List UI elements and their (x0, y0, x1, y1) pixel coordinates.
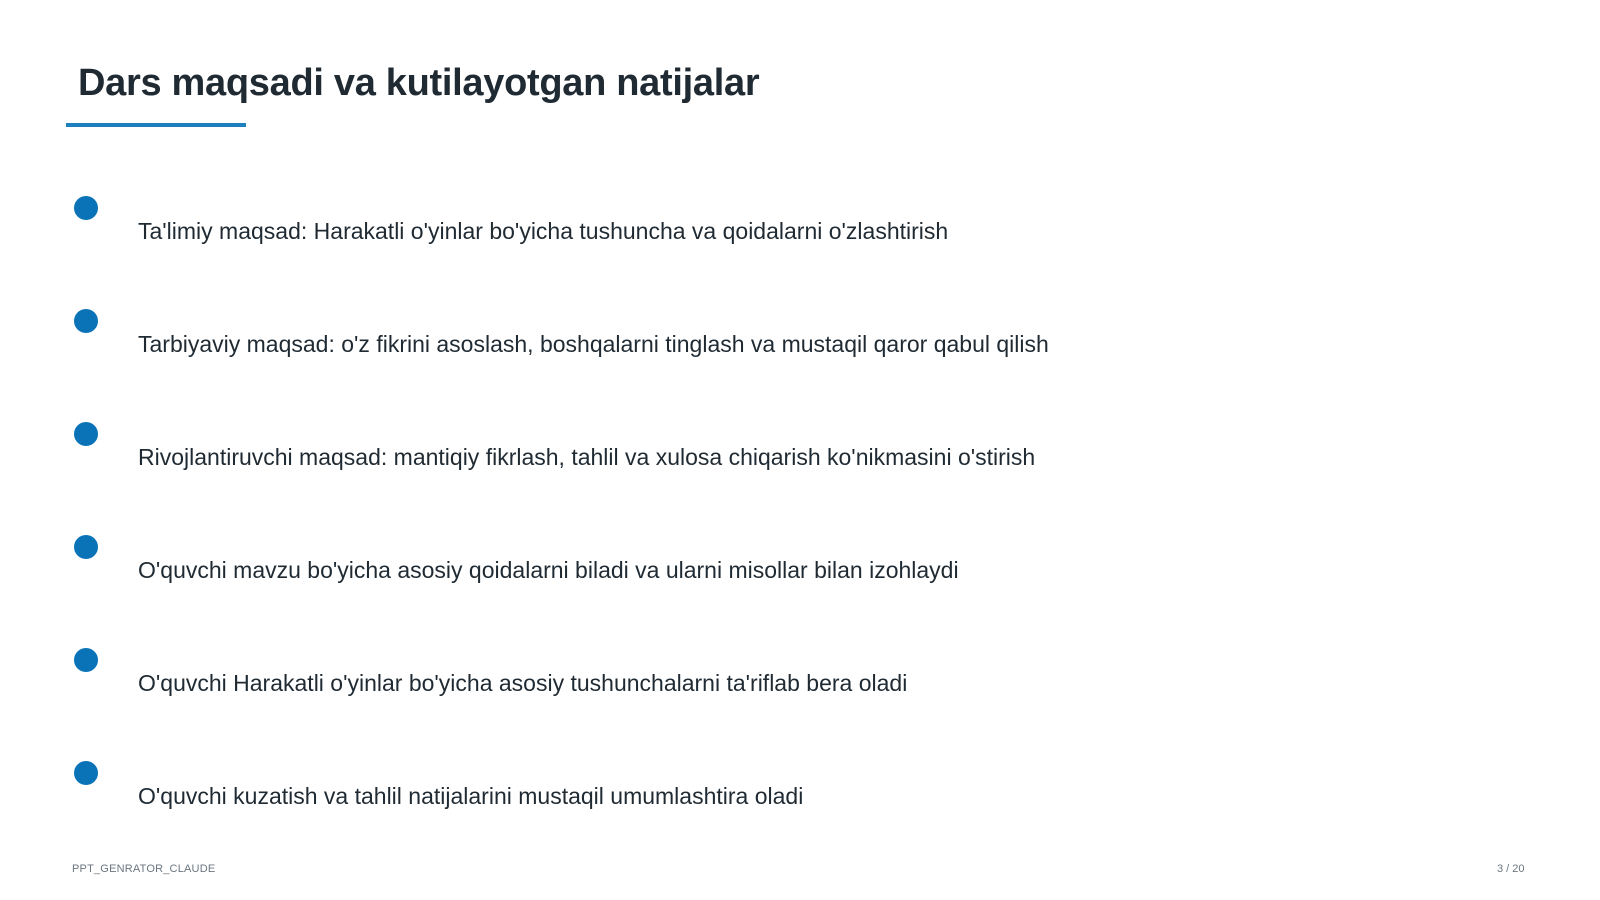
list-item (0, 309, 1600, 409)
bullet-dot-icon (74, 648, 98, 672)
list-item (0, 761, 1600, 861)
page-indicator: 3 / 20 (1497, 863, 1525, 875)
bullet-dot-icon (74, 535, 98, 559)
footer-generator-label: PPT_GENRATOR_CLAUDE (72, 863, 216, 875)
bullet-dot-icon (74, 196, 98, 220)
list-item (0, 422, 1600, 522)
bullet-dot-icon (74, 422, 98, 446)
bullet-text: O'quvchi Harakatli o'yinlar bo'yicha asosiy tushunchalarni ta'riflab bera oladi (138, 670, 908, 696)
list-item (0, 648, 1600, 748)
bullet-text: Tarbiyaviy maqsad: o'z fikrini asoslash, boshqalarni tinglash va mustaqil qaror qabul qilish (138, 331, 1049, 357)
slide-title: Dars maqsadi va kutilayotgan natijalar (78, 62, 760, 104)
list-item (0, 196, 1600, 296)
bullet-text: Ta'limiy maqsad: Harakatli o'yinlar bo'yicha tushuncha va qoidalarni o'zlashtirish (138, 218, 949, 244)
bullet-text: Rivojlantiruvchi maqsad: mantiqiy fikrlash, tahlil va xulosa chiqarish ko'nikmasini o'stirish (138, 444, 1036, 470)
bullet-dot-icon (74, 761, 98, 785)
bullet-text: O'quvchi mavzu bo'yicha asosiy qoidalarni biladi va ularni misollar bilan izohlaydi (138, 557, 959, 583)
bullet-text: O'quvchi kuzatish va tahlil natijalarini mustaqil umumlashtira oladi (138, 783, 804, 809)
list-item (0, 535, 1600, 635)
bullet-dot-icon (74, 309, 98, 333)
